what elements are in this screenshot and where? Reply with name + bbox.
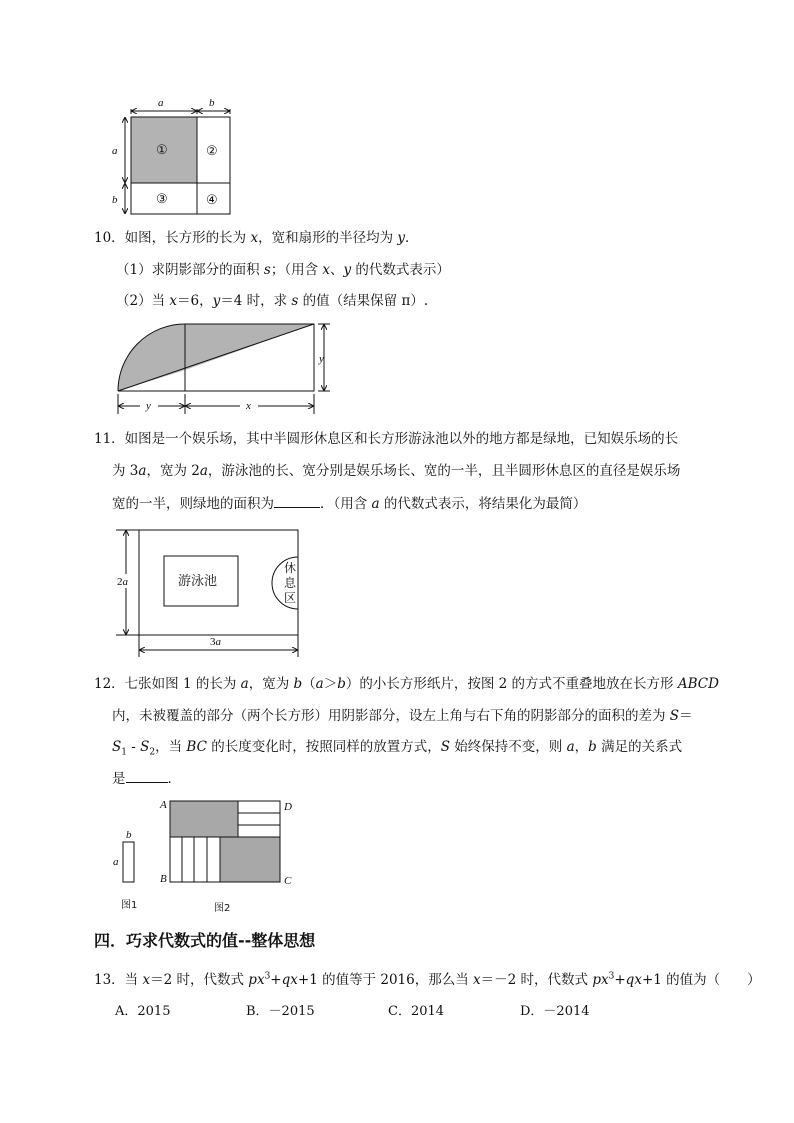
q11-rest-label-1: 休 [284,561,297,575]
label-a-top: a [158,97,164,109]
q11-line-1: 11．如图是一个娱乐场，其中半圆形休息区和长方形游泳池以外的地方都是绿地，已知娱乐场的长 [94,431,679,447]
q12-fig1-caption: 图1 [121,900,138,911]
q13-option-c[interactable]: C．2014 [388,1004,445,1019]
q12-shaded-bottom-right [220,837,280,882]
cell-2-label: ② [206,143,218,158]
q10-sector-shaded [118,324,185,391]
q10-stem: 10．如图，长方形的长为 x，宽和扇形的半径均为 y． [94,230,419,246]
q12-fig1-label-a: a [113,856,119,868]
q12-line-3: $S_1 - S_2$，当 BC 的长度变化时，按照同样的放置方式，S 始终保持不变，则 a，b 满足的关系式 [112,739,683,758]
q13-stem: 13．当 x＝2 时，代数式 $px^3+qx+1$ 的值等于 2016，那么当 x＝－2 时，代数式 $px^3+qx+1$ 的值为（ ） [94,971,761,988]
cell-4-label: ④ [206,192,218,207]
q11-pool-label: 游泳池 [178,574,218,589]
label-b-top: b [209,97,215,109]
q11-line-3: 宽的一半，则绿地的面积为 ．（用含 a 的代数式表示，将结果化为最简） [112,493,586,514]
q12-fig1-label-b: b [126,829,132,841]
q10-label-x-bottom: x [246,400,251,412]
q13-option-b[interactable]: B．－2015 [246,1004,315,1019]
cell-1-label: ① [156,142,168,157]
q10-label-y-right: y [319,353,324,365]
q11-label-3a: 3a [210,636,221,648]
q12-line-2: 内，未被覆盖的部分（两个长方形）用阴影部分，设左上角与右下角的阴影部分的面积的差为 S＝ [112,708,693,724]
q13-option-d[interactable]: D．－2014 [520,1004,590,1019]
q11-label-2a: 2a [117,576,128,588]
q12-vertex-b: B [160,873,167,885]
cell-3-label: ③ [156,191,168,206]
q12-vertex-d: D [284,801,292,813]
label-a-left: a [112,145,118,157]
q13-option-a[interactable]: A．2015 [115,1004,171,1019]
square-partition-figure [0,0,794,230]
q10-part-1: （1）求阴影部分的面积 s；（用含 x、y 的代数式表示） [116,262,450,278]
label-b-left: b [112,194,118,206]
section-4-title: 四．巧求代数式的值--整体思想 [94,931,316,950]
q12-vertex-c: C [284,875,292,887]
q10-rectangle-sector-figure [0,318,794,418]
q11-answer-blank[interactable] [274,493,320,508]
q11-rest-label-3: 区 [284,591,297,605]
q12-answer-blank[interactable] [126,768,168,783]
q12-fig2-caption: 图2 [214,903,231,914]
q11-rest-label-2: 息 [284,576,297,590]
q12-fig1-strip [123,842,134,882]
q12-line-1: 12．七张如图 1 的长为 a，宽为 b（a＞b）的小长方形纸片，按图 2 的方式不重叠地放在长方形 ABCD [94,676,719,692]
q12-line-4: 是 ． [112,768,181,789]
q11-recreation-area-figure [0,522,794,662]
q11-line-2: 为 3a，宽为 2a，游泳池的长、宽分别是娱乐场长、宽的一半，且半圆形休息区的直径是娱乐场 [112,463,681,479]
q12-shaded-top-left [170,801,238,837]
q12-paper-strips-figure [0,790,794,920]
q11-recreation-field [139,530,298,635]
q12-vertex-a: A [160,799,167,811]
q10-part-2: （2）当 x＝6，y＝4 时，求 s 的值（结果保留 π）. [116,293,429,309]
q10-label-y-bottom: y [146,400,151,412]
